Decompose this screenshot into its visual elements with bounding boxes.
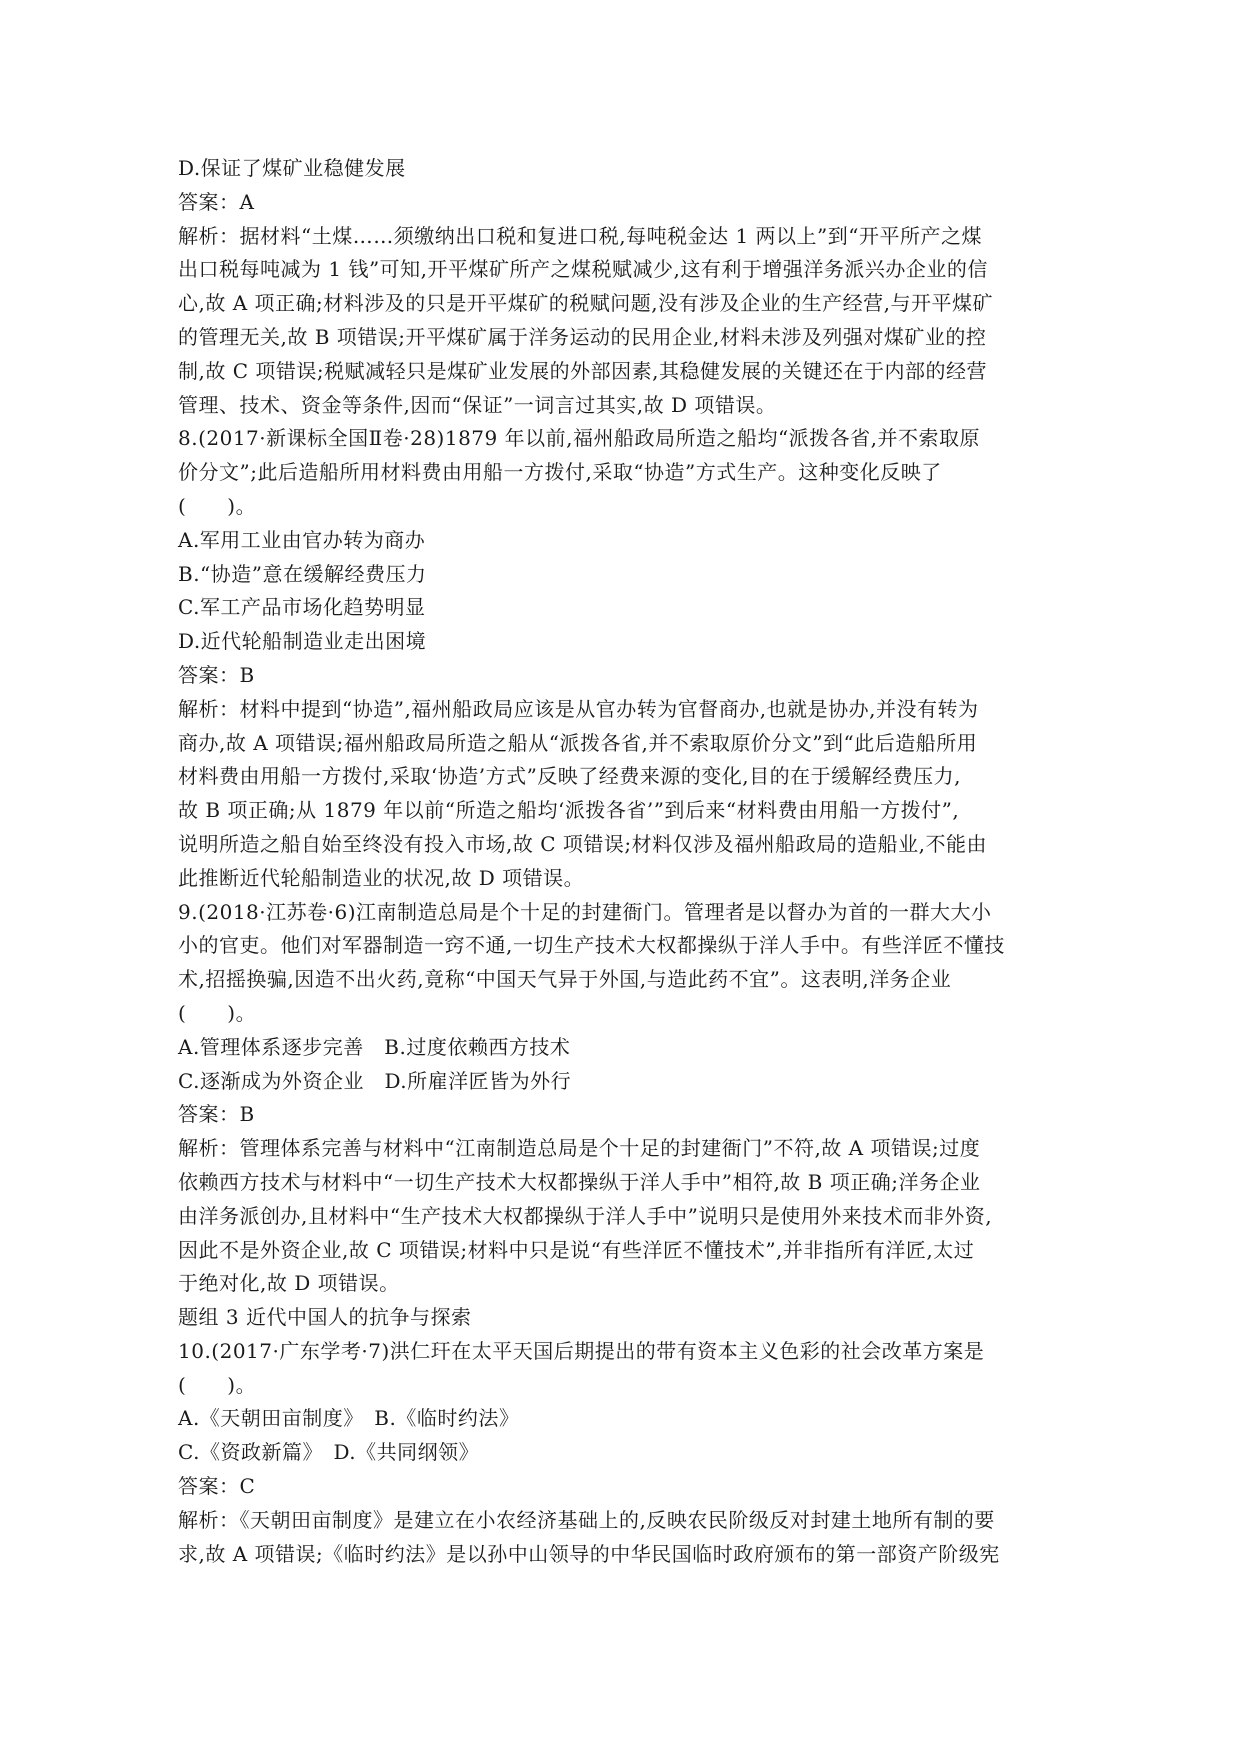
text-line: 解析：据材料“土煤……须缴纳出口税和复进口税,每吨税金达 1 两以上”到“开平所产之煤 — [178, 223, 982, 248]
text-line: A.《天朝田亩制度》 B.《临时约法》 — [178, 1406, 520, 1431]
text-line: 解析：材料中提到“协造”,福州船政局应该是从官办转为官督商办,也就是协办,并没有转为 — [178, 696, 979, 721]
text-line: D.近代轮船制造业走出困境 — [178, 629, 427, 654]
text-line: 于绝对化,故 D 项错误。 — [178, 1271, 400, 1296]
text-line: A.管理体系逐步完善 B.过度依赖西方技术 — [178, 1034, 571, 1059]
text-line: 管理、技术、资金等条件,因而“保证”一词言过其实,故 D 项错误。 — [178, 392, 777, 417]
text-line: 价分文”;此后造船所用材料费由用船一方拨付,采取“协造”方式生产。这种变化反映了 — [178, 460, 942, 485]
document-page — [178, 152, 1078, 1571]
text-line: C.逐渐成为外资企业 D.所雇洋匠皆为外行 — [178, 1068, 572, 1093]
text-line: 材料费由用船一方拨付,采取‘协造’方式”反映了经费来源的变化,目的在于缓解经费压力, — [178, 764, 962, 789]
text-line: 心,故 A 项正确;材料涉及的只是开平煤矿的税赋问题,没有涉及企业的生产经营,与开平煤矿 — [178, 291, 993, 316]
text-line: 商办,故 A 项错误;福州船政局所造之船从“派拨各省,并不索取原价分文”到“此后造船所用 — [178, 730, 978, 755]
text-line: 9.(2018·江苏卷·6)江南制造总局是个十足的封建衙门。管理者是以督办为首的一群大大小 — [178, 899, 992, 924]
text-line: 解析：管理体系完善与材料中“江南制造总局是个十足的封建衙门”不符,故 A 项错误;过度 — [178, 1136, 981, 1161]
text-line: 答案：B — [178, 1102, 255, 1127]
text-line: ( )。 — [178, 1000, 257, 1025]
text-line: D.保证了煤矿业稳健发展 — [178, 156, 406, 180]
text-line: 答案：B — [178, 662, 255, 687]
text-line: 答案：A — [178, 189, 255, 214]
text-line: 故 B 项正确;从 1879 年以前“所造之船均‘派拨各省’”到后来“材料费由用船一方拨付”, — [178, 798, 960, 823]
text-line: A.军用工业由官办转为商办 — [178, 527, 426, 552]
text-line: 答案：C — [178, 1474, 256, 1499]
text-line: 的管理无关,故 B 项错误;开平煤矿属于洋务运动的民用企业,材料未涉及列强对煤矿业的控 — [178, 324, 987, 349]
text-line: 由洋务派创办,且材料中“生产技术大权都操纵于洋人手中”说明只是使用外来技术而非外资, — [178, 1203, 993, 1228]
text-line: 解析：《天朝田亩制度》是建立在小农经济基础上的,反映农民阶级反对封建土地所有制的要 — [178, 1507, 995, 1532]
text-line: ( )。 — [178, 493, 257, 518]
text-line: 10.(2017·广东学考·7)洪仁玕在太平天国后期提出的带有资本主义色彩的社会改革方案是 — [178, 1338, 985, 1363]
text-line: B.“协造”意在缓解经费压力 — [178, 561, 427, 586]
text-line: C.军工产品市场化趋势明显 — [178, 595, 426, 620]
text-line: 小的官吏。他们对军器制造一窍不通,一切生产技术大权都操纵于洋人手中。有些洋匠不懂技 — [178, 933, 1005, 958]
text-line: 题组 3 近代中国人的抗争与探索 — [178, 1305, 472, 1330]
text-line: 求,故 A 项错误;《临时约法》是以孙中山领导的中华民国临时政府颁布的第一部资产阶级宪 — [178, 1541, 1000, 1566]
text-line: 依赖西方技术与材料中“一切生产技术大权都操纵于洋人手中”相符,故 B 项正确;洋务企业 — [178, 1169, 981, 1194]
text-line: ( )。 — [178, 1372, 257, 1397]
text-line: 术,招摇换骗,因造不出火药,竟称“中国天气异于外国,与造此药不宜”。这表明,洋务企业 — [178, 967, 952, 992]
text-line: 制,故 C 项错误;税赋减轻只是煤矿业发展的外部因素,其稳健发展的关键还在于内部的经营 — [178, 358, 987, 383]
text-line: 8.(2017·新课标全国Ⅱ卷·28)1879 年以前,福州船政局所造之船均“派拨各省,并不索取原 — [178, 426, 981, 451]
text-line: 出口税每吨减为 1 钱”可知,开平煤矿所产之煤税赋减少,这有利于增强洋务派兴办企业的信 — [178, 257, 988, 282]
text-line: 说明所造之船自始至终没有投入市场,故 C 项错误;材料仅涉及福州船政局的造船业,不能由 — [178, 831, 987, 856]
text-line: 因此不是外资企业,故 C 项错误;材料中只是说“有些洋匠不懂技术”,并非指所有洋匠,太过 — [178, 1237, 975, 1262]
text-line: 此推断近代轮船制造业的状况,故 D 项错误。 — [178, 865, 585, 890]
text-line: C.《资政新篇》 D.《共同纲领》 — [178, 1440, 480, 1465]
